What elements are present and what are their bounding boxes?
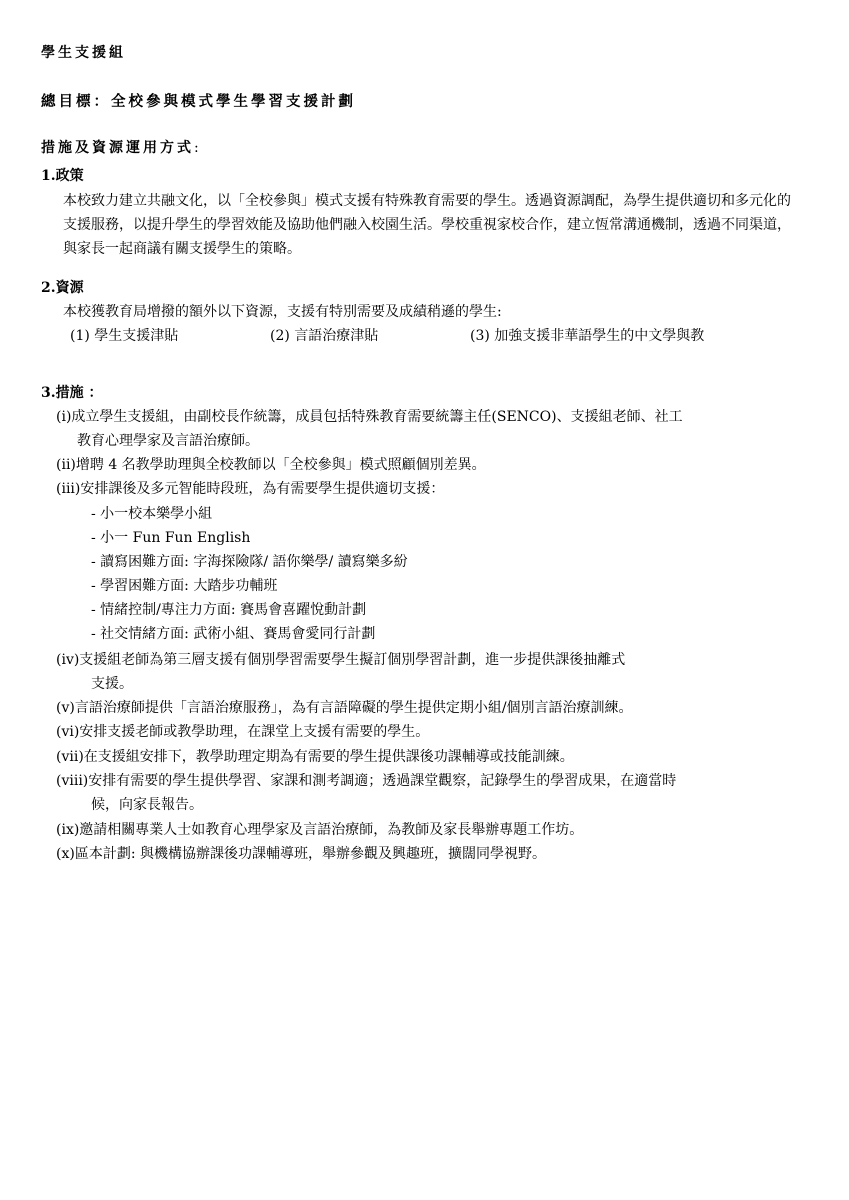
methods-heading <box>41 137 199 157</box>
measure-viii-line1: (viii)安排有需要的學生提供學習、家課和測考調適；透過課堂觀察，記錄學生的學習成果，在適當時 <box>56 773 677 789</box>
measure-v: (v)言語治療師提供「言語治療服務」，為有言語障礙的學生提供定期小組/個別言語治療訓練。 <box>56 700 633 716</box>
sub-item: - 學習困難方面: 大踏步功輔班 <box>91 578 278 594</box>
measure-viii-line2: 候，向家長報告。 <box>91 797 203 813</box>
measure-iv-line1: (iv)支援組老師為第三層支援有個別學習需要學生擬訂個別學習計劃，進一步提供課後抽離式 <box>56 652 626 668</box>
measure-iv-line2: 支援。 <box>91 676 133 692</box>
sub-item: - 小一校本樂學小組 <box>91 506 213 522</box>
section2-title: 2.資源 <box>41 280 84 296</box>
methods-colon: : <box>194 140 199 156</box>
section3-title: 3.措施 ： <box>41 385 103 401</box>
sub-item: - 情緒控制/專注力方面: 賽馬會喜躍悅動計劃 <box>91 602 367 618</box>
resource-item-1: (1) 學生支援津貼 <box>70 328 179 344</box>
measure-vii: (vii)在支援組安排下，教學助理定期為有需要的學生提供課後功課輔導或技能訓練。 <box>56 749 574 765</box>
sub-item: - 讀寫困難方面: 字海探險隊/ 語你樂學/ 讀寫樂多紛 <box>91 554 408 570</box>
measure-i-line1: (i)成立學生支援組，由副校長作統籌，成員包括特殊教育需要統籌主任(SENCO)、支援組老師、社工 <box>56 409 683 425</box>
measure-ii: (ii)增聘 4 名教學助理與全校教師以「全校參與」模式照顧個別差異。 <box>56 457 486 473</box>
resource-item-3: (3) 加強支援非華語學生的中文學與教 <box>470 328 705 344</box>
measure-iii: (iii)安排課後及多元智能時段班，為有需要學生提供適切支援： <box>56 481 445 497</box>
section1-body: 本校致力建立共融文化，以「全校參與」模式支援有特殊教育需要的學生。透過資源調配，為學生提供適切和多元化的支援服務，以提升學生的學習效能及協助他們融入校園生活。學校重視家校合作，建立恆常溝通機制，透過不同渠道，與家長一起商議有關支援學生的策略。 <box>63 193 791 257</box>
goal-heading: 總目標：全校參與模式學生學習支援計劃 <box>41 93 356 110</box>
sub-item: - 小一 Fun Fun English <box>91 530 251 546</box>
unit-heading: 學生支援組 <box>41 45 126 61</box>
resource-item-2: (2) 言語治療津貼 <box>270 328 379 344</box>
section1-title: 1.政策 <box>41 168 84 184</box>
measure-vi: (vi)安排支援老師或教學助理，在課堂上支援有需要的學生。 <box>56 724 430 740</box>
measure-i-line2: 教育心理學家及言語治療師。 <box>77 433 259 449</box>
measure-x: (x)區本計劃: 與機構協辦課後功課輔導班，舉辦參觀及興趣班，擴闊同學視野。 <box>56 846 546 862</box>
methods-label: 措施及資源運用方式 <box>41 140 194 156</box>
measure-ix: (ix)邀請相關專業人士如教育心理學家及言語治療師，為教師及家長舉辦專題工作坊。 <box>56 822 584 838</box>
section2-intro: 本校獲教育局增撥的額外以下資源，支援有特別需要及成績稍遜的學生: <box>63 304 502 320</box>
sub-item: - 社交情緒方面: 武術小組、賽馬會愛同行計劃 <box>91 626 376 642</box>
